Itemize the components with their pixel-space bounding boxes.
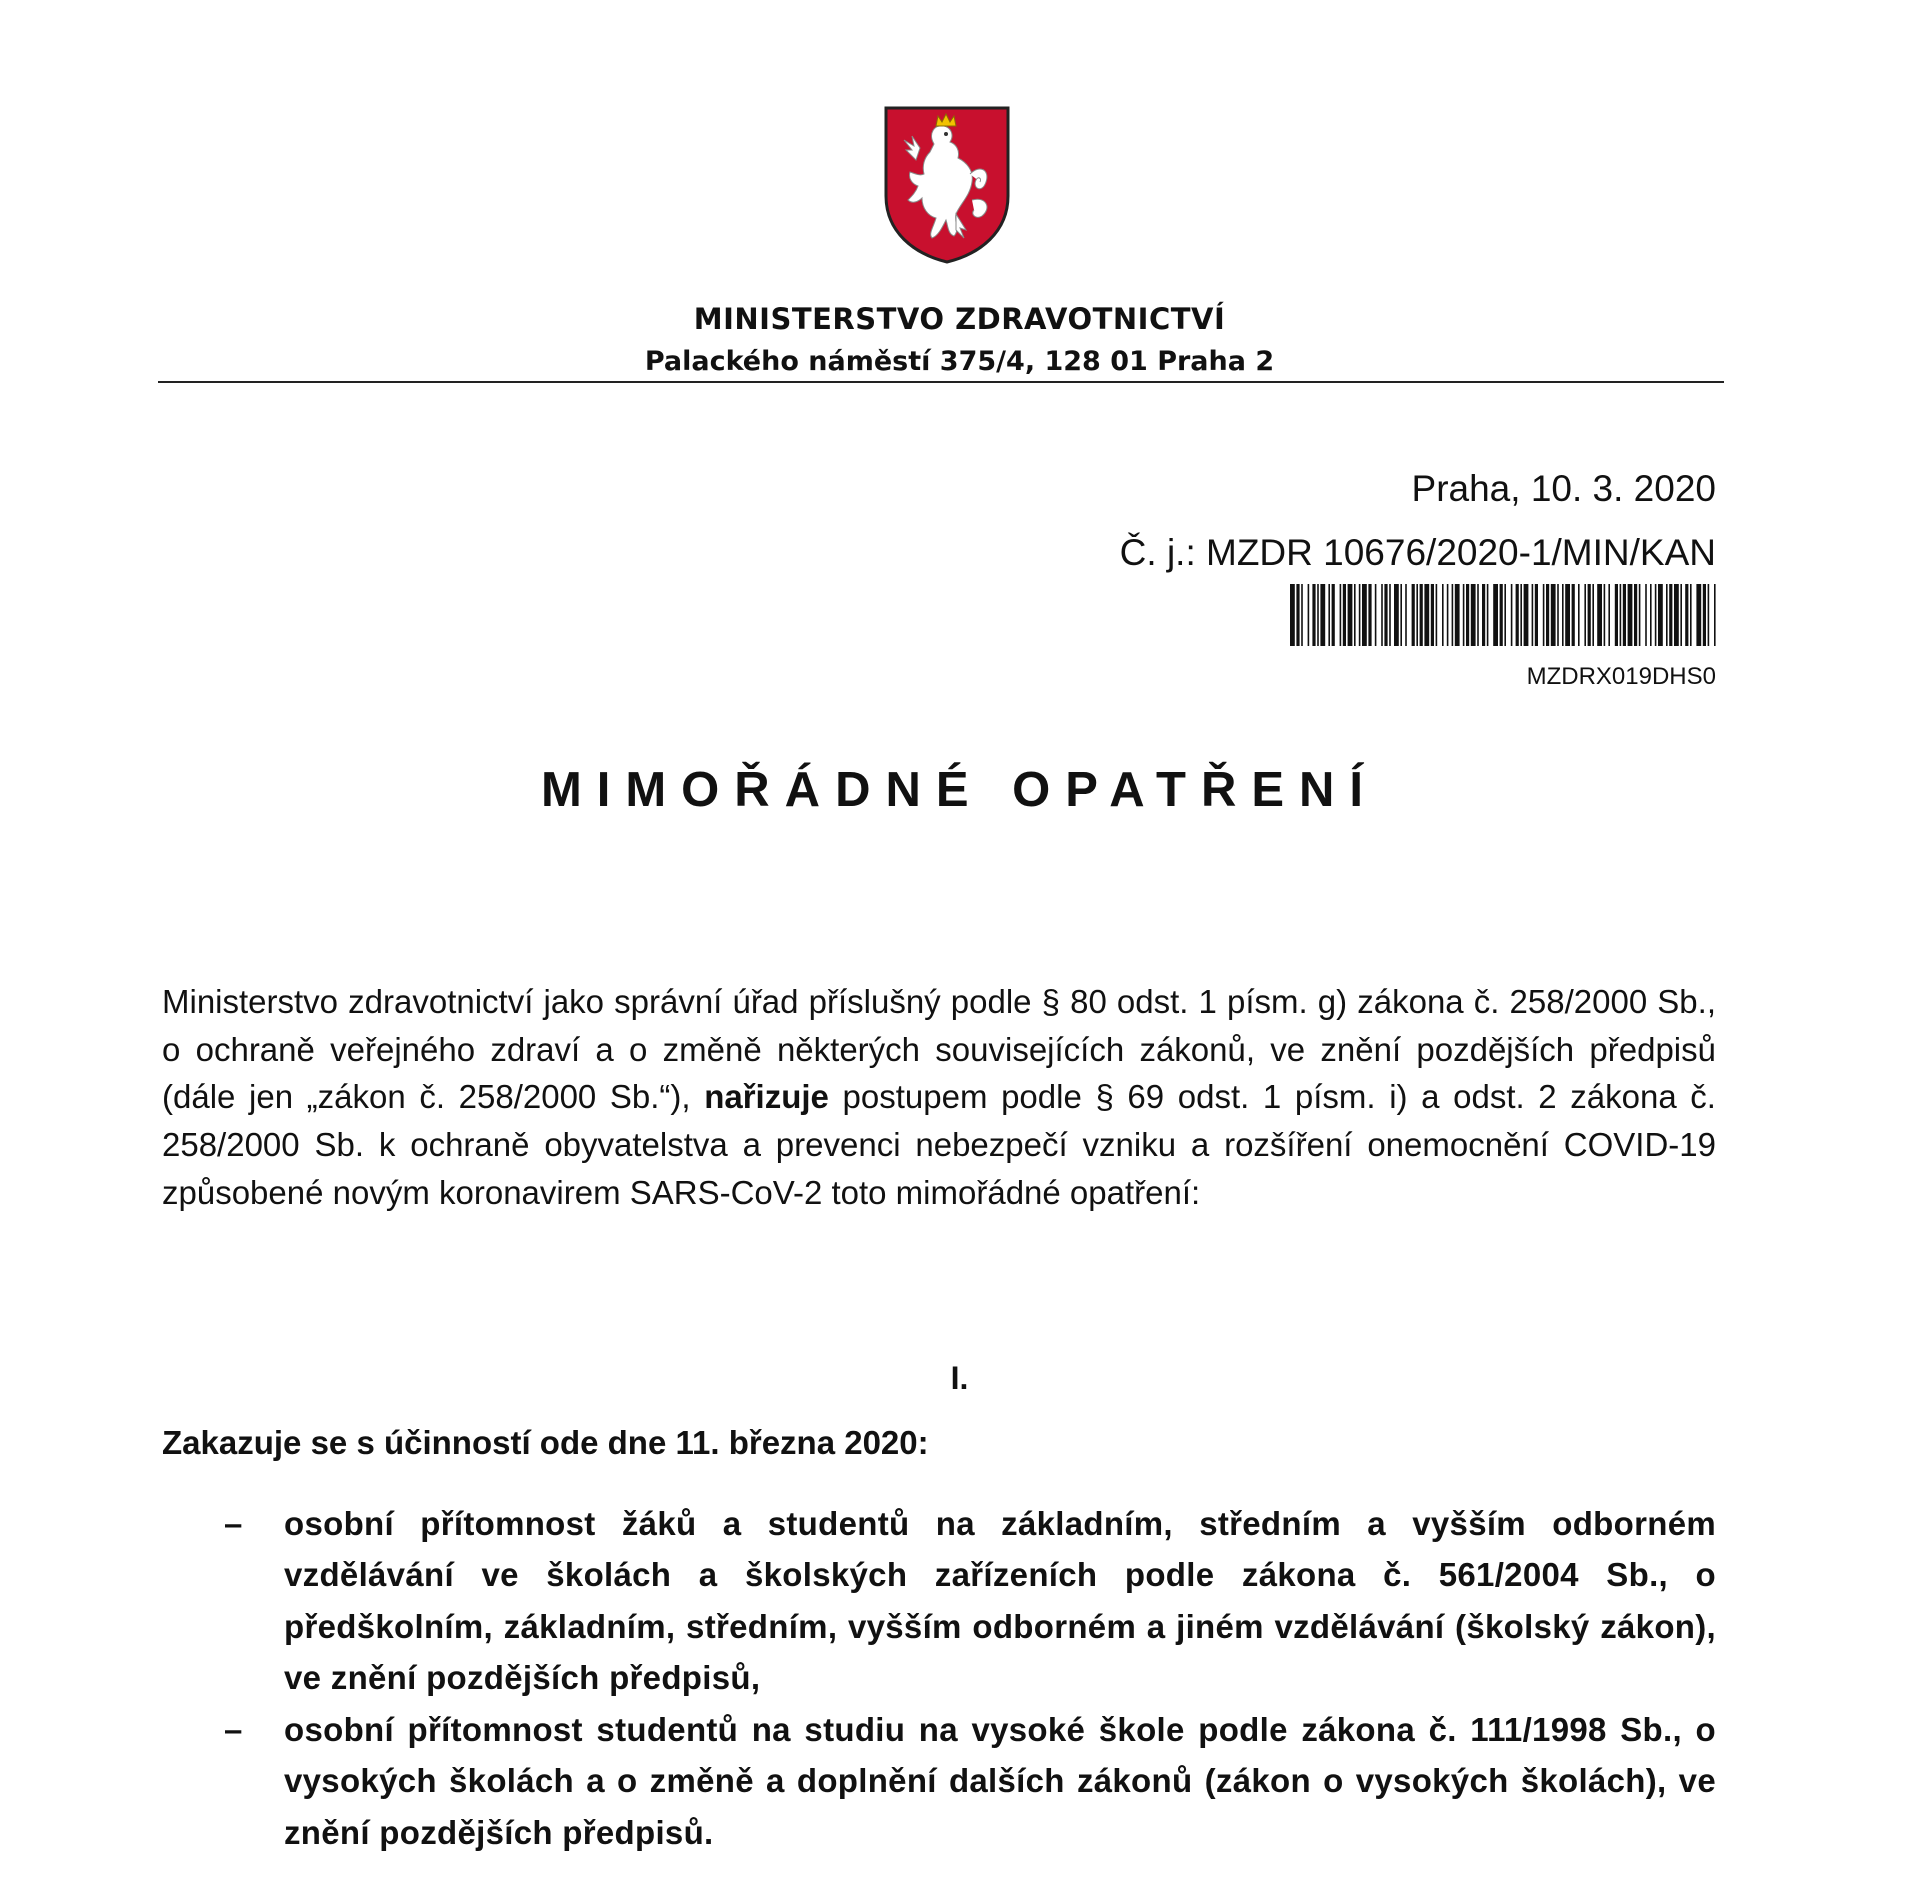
czech-coat-of-arms-icon xyxy=(882,104,1012,266)
barcode-icon xyxy=(1290,584,1716,646)
section-numeral: I. xyxy=(950,1360,969,1396)
list-dash: – xyxy=(224,1505,243,1542)
list-item-text: osobní přítomnost žáků a studentů na základním, středním a vyšším odborném vzdělávání ve školách a školských zařízeních podle zákona č. 561/2004 Sb., o předškolním, základním, středním, vyšším odborném a jiném vzdělávání (školský zákon), ve znění pozdějších předpisů, xyxy=(284,1505,1716,1696)
intro-paragraph xyxy=(162,978,1716,1217)
barcode-code: MZDRX019DHS0 xyxy=(1526,663,1716,690)
document-title: MIMOŘÁDNÉ OPATŘENÍ xyxy=(540,763,1379,817)
intro-text-start: Ministerstvo zdravotnictví jako správní úřad příslušný podle § 80 odst. 1 písm. g) zákona č. 258/2000 Sb., o ochraně veřejného zdraví a o změně některých souvisejících zákonů, ve znění pozdějších předpisů (dále jen „zákon č. 258/2000 Sb.“), xyxy=(162,983,1716,1116)
intro-emphasis: nařizuje xyxy=(704,1078,829,1116)
intro-text-end: postupem podle § 69 odst. 1 písm. i) a odst. 2 zákona č. 258/2000 Sb. k ochraně obyvatelstva a prevenci nebezpečí vzniku a rozšíření onemocnění COVID-19 způsobené novým koronavirem SARS-CoV-2 toto mimořádné opatření: xyxy=(162,1078,1716,1211)
section-heading: Zakazuje se s účinností ode dne 11. března 2020: xyxy=(162,1424,929,1461)
ministry-address: Palackého náměstí 375/4, 128 01 Praha 2 xyxy=(644,346,1275,377)
ministry-name: MINISTERSTVO ZDRAVOTNICTVÍ xyxy=(693,302,1226,336)
reference-number: Č. j.: MZDR 10676/2020-1/MIN/KAN xyxy=(1119,532,1716,573)
list-dash: – xyxy=(224,1711,243,1748)
list-item-text: osobní přítomnost studentů na studiu na vysoké škole podle zákona č. 111/1998 Sb., o vysokých školách a o změně a doplnění dalších zákonů (zákon o vysokých školách), ve znění pozdějších předpisů. xyxy=(284,1711,1716,1851)
document-date: Praha, 10. 3. 2020 xyxy=(1411,468,1716,509)
header-divider xyxy=(158,381,1724,383)
